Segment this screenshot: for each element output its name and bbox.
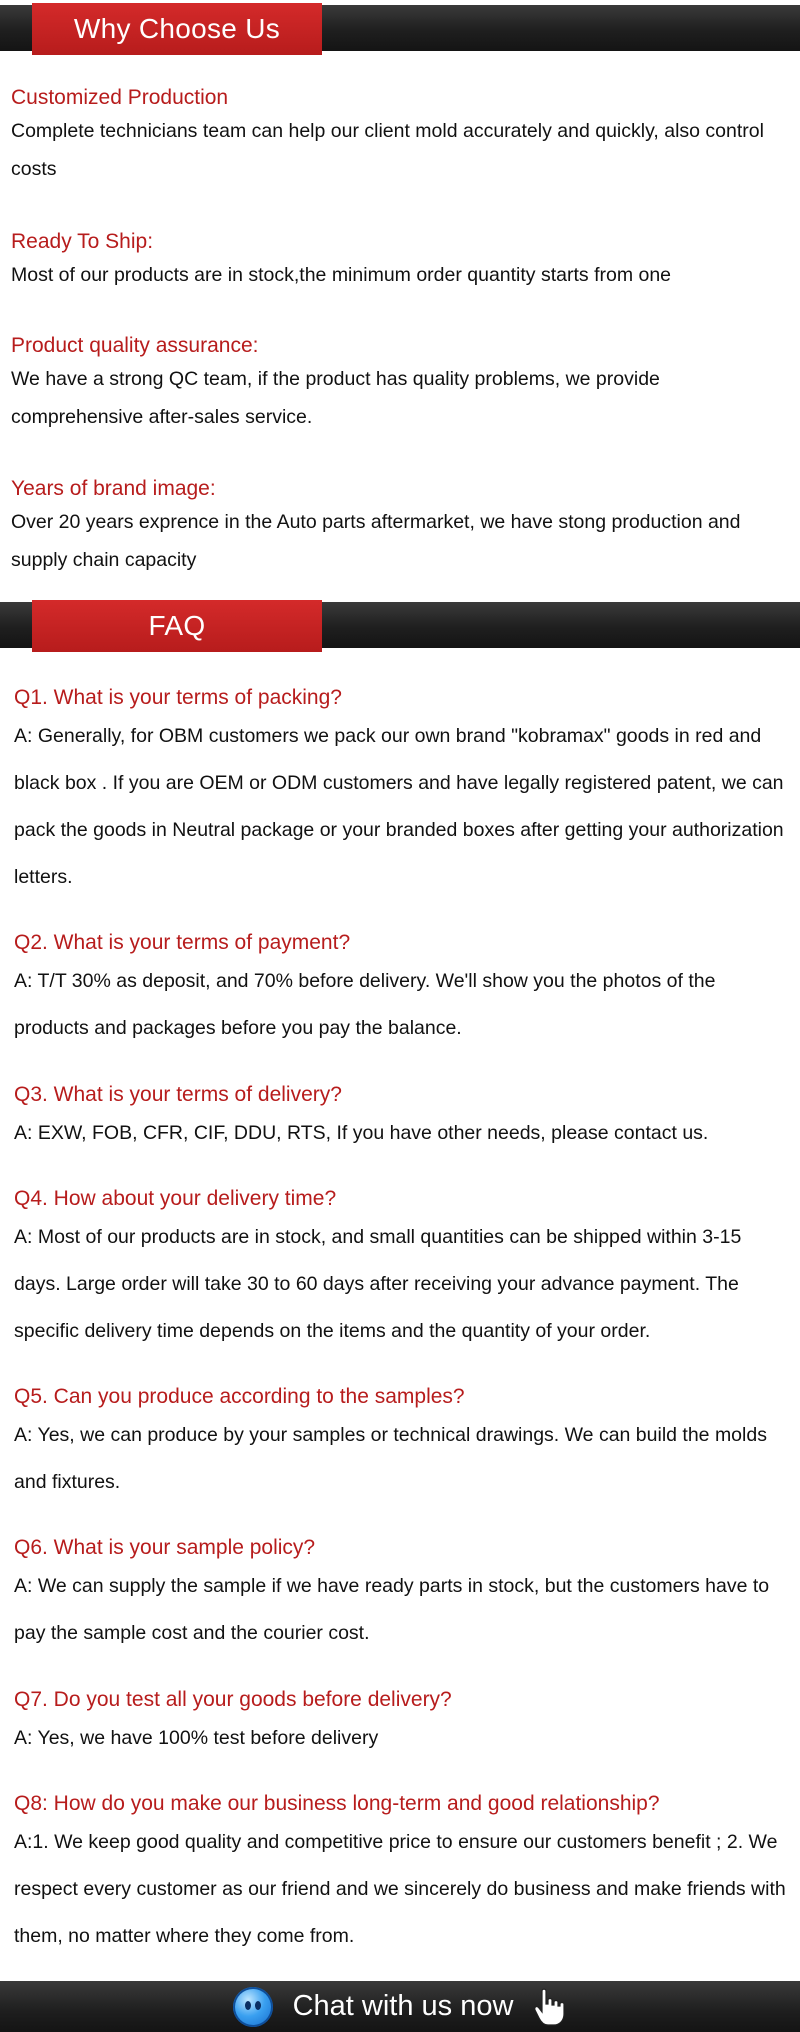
faq-item-6 xyxy=(14,1533,792,1657)
faq-answer: A: Generally, for OBM customers we pack our own brand "kobramax" goods in red and black box . If you are OEM or ODM customers and have legally registered patent, we can pack the goods in Neutral package or your branded boxes after getting your authorization letters. xyxy=(14,725,784,888)
faq-title: FAQ xyxy=(32,600,322,652)
faq-answer: A:1. We keep good quality and competitive price to ensure our customers benefit ; 2. We respect every customer as our friend and we sincerely do business and make friends with them, no matter where they come from. xyxy=(14,1831,786,1947)
why-item-text: Complete technicians team can help our client mold accurately and quickly, also control costs xyxy=(11,120,764,180)
why-item-text: Most of our products are in stock,the minimum order quantity starts from one xyxy=(11,264,672,286)
faq-answer: A: We can supply the sample if we have ready parts in stock, but the customers have to pay the sample cost and the courier cost. xyxy=(14,1575,770,1644)
why-item-heading: Customized Production xyxy=(11,86,229,109)
faq-item-1 xyxy=(14,683,792,901)
why-item-text: We have a strong QC team, if the product has quality problems, we provide comprehensive after-sales service. xyxy=(11,368,660,428)
why-item-customized-production xyxy=(11,84,792,188)
chat-now-label: Chat with us now xyxy=(292,1990,514,2022)
faq-banner xyxy=(0,602,800,648)
faq-answer: A: Yes, we can produce by your samples or technical drawings. We can build the molds and fixtures. xyxy=(14,1424,767,1493)
faq-answer: A: EXW, FOB, CFR, CIF, DDU, RTS, If you have other needs, please contact us. xyxy=(14,1122,709,1144)
why-item-brand-image xyxy=(11,475,792,579)
why-item-text: Over 20 years exprence in the Auto parts aftermarket, we have stong production and supply chain capacity xyxy=(11,511,741,571)
faq-question: Q6. What is your sample policy? xyxy=(14,1536,316,1559)
why-item-quality-assurance xyxy=(11,332,792,436)
faq-item-5 xyxy=(14,1382,792,1506)
faq-question: Q1. What is your terms of packing? xyxy=(14,686,342,709)
faq-question: Q5. Can you produce according to the samples? xyxy=(14,1385,465,1408)
why-choose-us-banner xyxy=(0,5,800,51)
chat-now-button[interactable] xyxy=(0,1981,800,2032)
why-item-heading: Ready To Ship: xyxy=(11,230,154,253)
faq-question: Q3. What is your terms of delivery? xyxy=(14,1083,342,1106)
faq-answer: A: T/T 30% as deposit, and 70% before delivery. We'll show you the photos of the products and packages before you pay the balance. xyxy=(14,970,716,1039)
faq-question: Q4. How about your delivery time? xyxy=(14,1187,337,1210)
faq-item-7 xyxy=(14,1685,792,1762)
faq-item-4 xyxy=(14,1184,792,1355)
faq-item-8 xyxy=(14,1789,792,1960)
faq-question: Q8: How do you make our business long-term and good relationship? xyxy=(14,1792,660,1815)
pointing-hand-icon xyxy=(533,1987,567,2027)
why-choose-us-title: Why Choose Us xyxy=(32,3,322,55)
faq-item-3 xyxy=(14,1080,792,1157)
faq-answer: A: Yes, we have 100% test before delivery xyxy=(14,1727,379,1749)
chat-bubble-icon xyxy=(233,1987,273,2027)
why-item-ready-to-ship xyxy=(11,228,792,294)
faq-item-2 xyxy=(14,928,792,1052)
faq-answer: A: Most of our products are in stock, and small quantities can be shipped within 3-15 days. Large order will take 30 to 60 days after receiving your advance payment. The specific delivery time depends on the items and the quantity of your order. xyxy=(14,1226,742,1342)
faq-question: Q7. Do you test all your goods before delivery? xyxy=(14,1688,452,1711)
why-item-heading: Product quality assurance: xyxy=(11,334,259,357)
why-item-heading: Years of brand image: xyxy=(11,477,216,500)
faq-question: Q2. What is your terms of payment? xyxy=(14,931,351,954)
